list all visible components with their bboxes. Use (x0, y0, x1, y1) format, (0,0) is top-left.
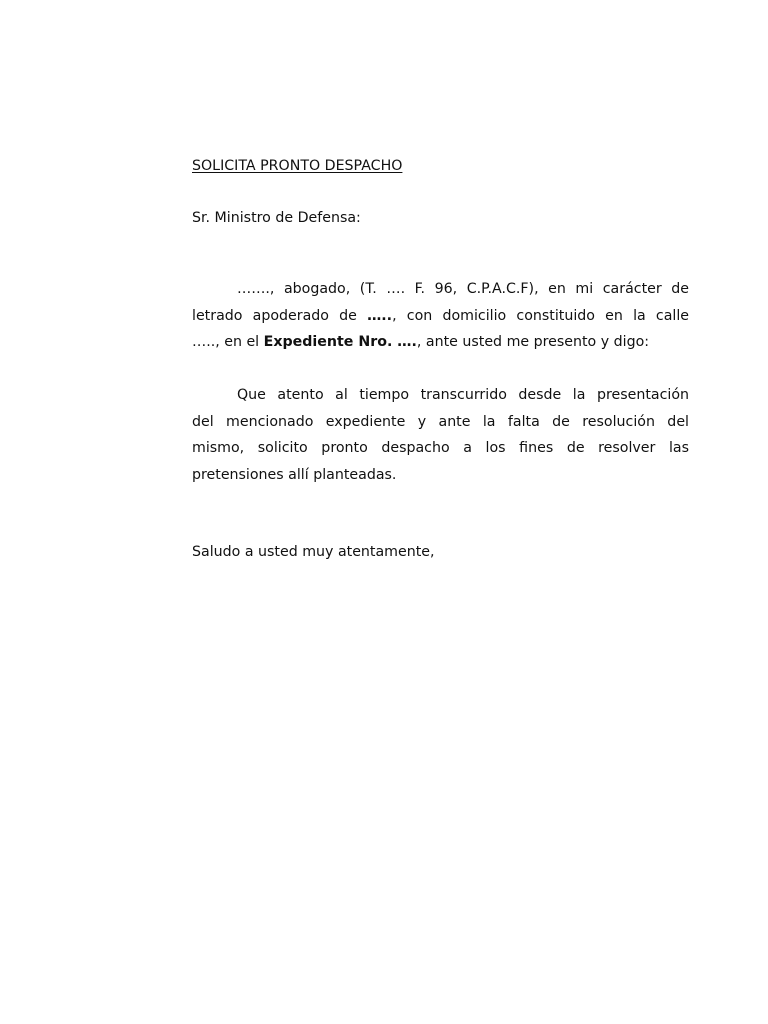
paragraph-1-line-2-start: letrado apoderado de (192, 307, 368, 324)
paragraph-1-line-2 (192, 303, 689, 330)
client-name-placeholder: ….. (367, 307, 393, 324)
document-title: SOLICITA PRONTO DESPACHO (192, 158, 403, 174)
paragraph-1-line-2-end: , con domicilio constituido en la calle (392, 307, 690, 324)
expediente-number: Expediente Nro. …. (263, 334, 417, 350)
paragraph-2-line-2: del mencionado expediente y ante la falta de resolución del (192, 413, 689, 430)
salutation: Sr. Ministro de Defensa: (192, 210, 361, 226)
paragraph-2-line-1: Que atento al tiempo transcurrido desde la presentación (237, 387, 689, 403)
paragraph-1-line-1: ……., abogado, (T. …. F. 96, C.P.A.C.F), en mi carácter de (237, 281, 689, 297)
paragraph-2-line-4: pretensiones allí planteadas. (192, 466, 397, 483)
paragraph-1-line-3-end: , ante usted me presento y digo: (416, 334, 650, 350)
paragraph-1-line-3-start: ….., en el (192, 334, 264, 350)
closing-line: Saludo a usted muy atentamente, (192, 544, 435, 560)
paragraph-1-line-3 (192, 329, 689, 356)
body-paragraph-2 (192, 382, 689, 488)
paragraph-2-line-3: mismo, solicito pronto despacho a los fines de resolver las (192, 440, 689, 456)
body-paragraph-1 (192, 276, 689, 356)
